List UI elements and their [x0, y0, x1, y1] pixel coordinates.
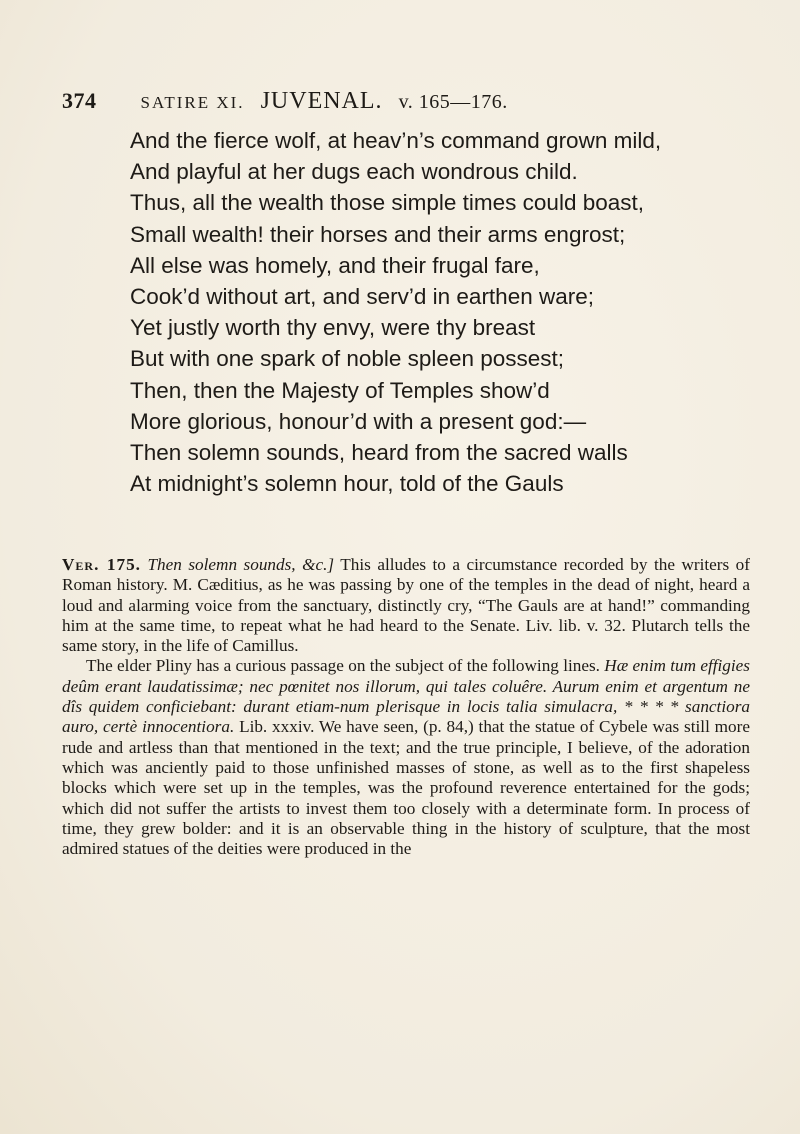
verse-line: Yet justly worth thy envy, were thy breast: [130, 315, 536, 341]
verse-line: And the fierce wolf, at heav’n’s command grown mild,: [130, 128, 662, 153]
page-number: 374: [62, 88, 97, 113]
latin-quotation: Hæ enim tum effigies deûm erant laudatissimæ; nec pœnitet nos illorum, qui tales coluêre. Aurum enim et argentum ne dîs quidem conficiebant: durant etiam-num plerisque in locis talia simulacra, * * * * sanctiora auro, certè innocentiora.: [62, 656, 750, 737]
verse-block: [130, 125, 750, 499]
note-paragraph: [62, 555, 750, 656]
verse-line: Then, then the Majesty of Temples show’d: [130, 377, 550, 403]
running-header: [62, 88, 742, 115]
footnotes: [62, 555, 750, 859]
verse-line: At midnight’s solemn hour, told of the Gauls: [130, 471, 564, 497]
verse-line: Thus, all the wealth those simple times could boast,: [130, 190, 645, 216]
note-text: The elder Pliny has a curious passage on the subject of the following lines.: [86, 656, 605, 676]
note-reference: Ver. 175.: [62, 555, 141, 574]
note-text: This alludes to a circumstance recorded by the writers of Roman history. M. Cæditius, as he was passing by one of the temples in the dead of night, heard a loud and alarming voice from the sanctuary, distinctly cry, “The Gauls are at hand!” commanding him at the same time, to repeat what he had heard to the Senate. Liv. lib. v. 32. Plutarch tells the same story, in the life of Camillus.: [62, 555, 751, 656]
note-lemma: Then solemn sounds, &c.]: [147, 555, 335, 574]
section-title: SATIRE XI.: [140, 93, 245, 112]
verse-line: But with one spark of noble spleen possest;: [130, 346, 565, 372]
verse-line: And playful at her dugs each wondrous child.: [130, 159, 578, 185]
note-text: Lib. xxxiv. We have seen, (p. 84,) that the statue of Cybele was still more rude and artless than that mentioned in the text; and the true principle, I believe, of the adoration which was anciently paid to those unfinished masses of stone, as well as to the first shapeless blocks which were set up in the temples, was the profound reverence entertained for the gods; which did not suffer the artists to invest them too closely with a determinate form. In process of time, they grew bolder: and it is an observable thing in the history of sculpture, that the most admired statues of the deities were produced in the: [62, 717, 750, 859]
author-name: JUVENAL.: [260, 88, 383, 114]
note-paragraph: [62, 656, 750, 859]
verse-range: v. 165—176.: [398, 91, 508, 113]
verse-line: Then solemn sounds, heard from the sacred walls: [130, 440, 628, 466]
verse-line: Small wealth! their horses and their arms engrost;: [130, 221, 626, 247]
verse-line: All else was homely, and their frugal fare,: [130, 252, 540, 278]
verse-line: Cook’d without art, and serv’d in earthen ware;: [130, 284, 594, 310]
verse-line: More glorious, honour’d with a present god:—: [130, 408, 587, 434]
